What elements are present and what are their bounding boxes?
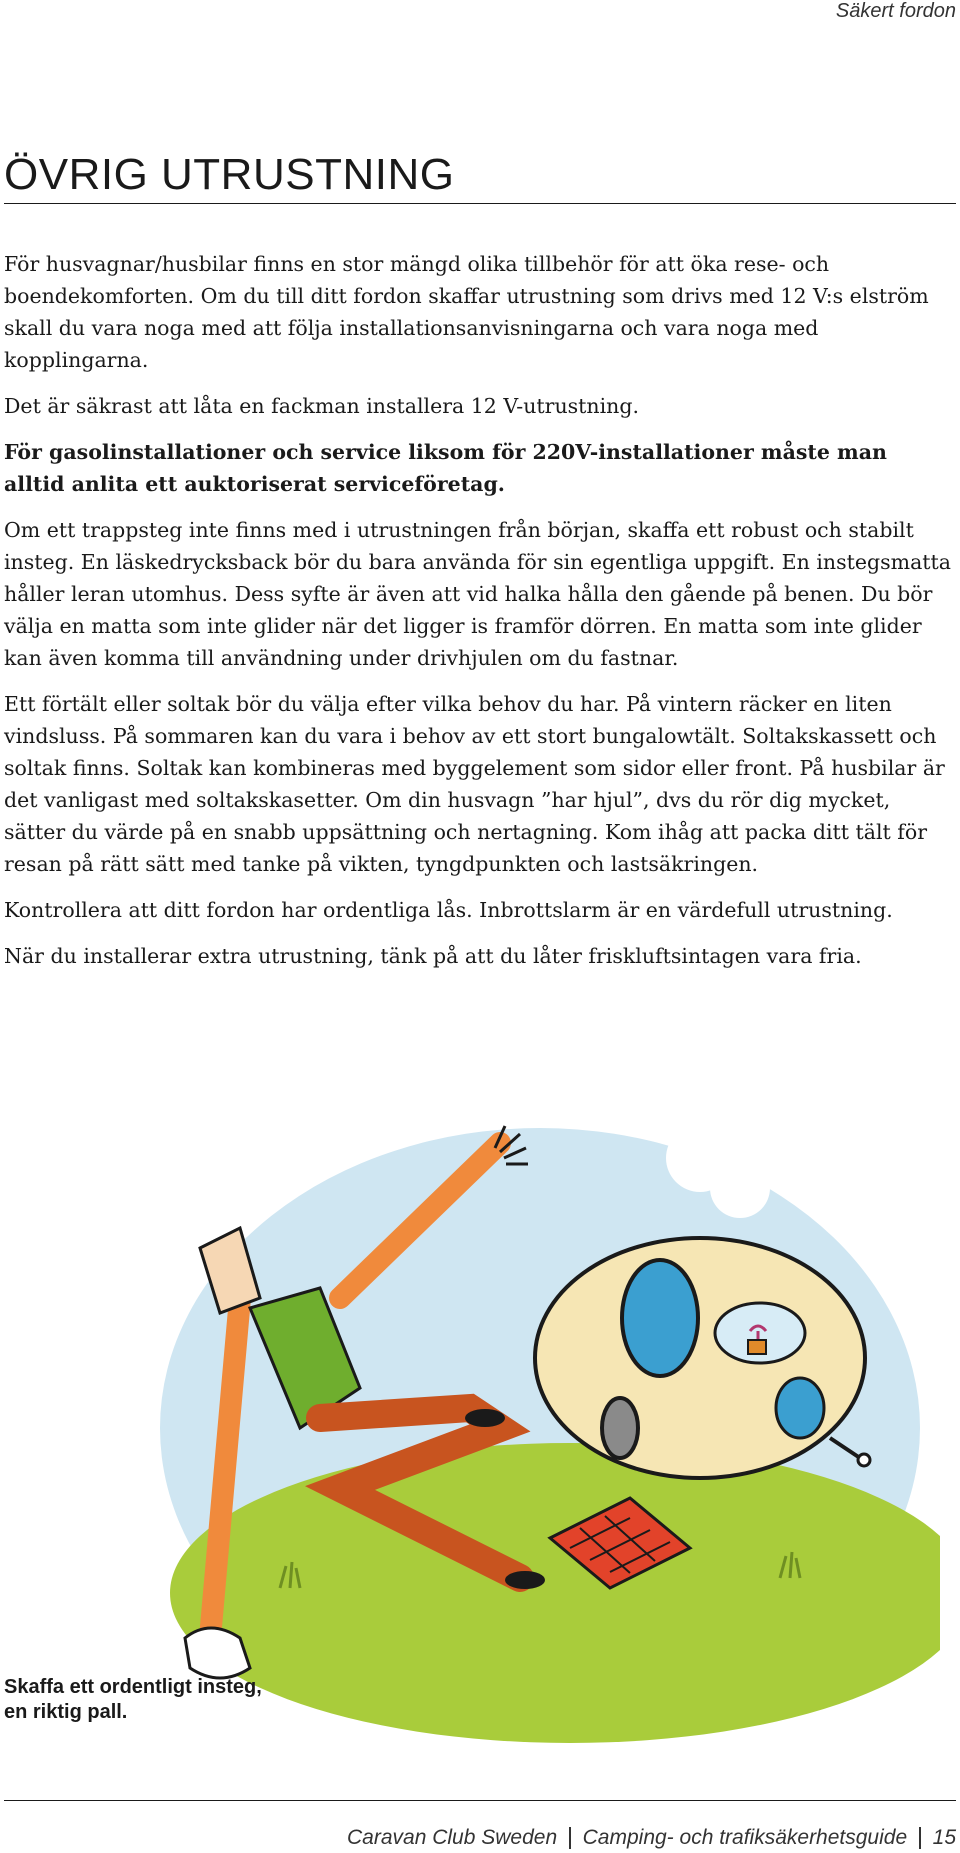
body-text: [4, 248, 954, 986]
footer-guide-title: Camping- och trafiksäkerhetsguide: [582, 1826, 908, 1849]
footer-divider: [4, 1800, 956, 1801]
grass-field: [170, 1443, 940, 1743]
title-divider: [4, 203, 956, 204]
paragraph-gas-warning: För gasolinstallationer och service liksom för 220V-installationer måste man alltid anlita ett auktoriserat serviceföretag.: [4, 440, 887, 496]
paragraph-locks: Kontrollera att ditt fordon har ordentliga lås. Inbrottslarm är en värdefull utrustning.: [4, 898, 893, 922]
paragraph-awning: Ett förtält eller soltak bör du välja efter vilka behov du har. På vintern räcker en liten vindsluss. På sommaren kan du vara i behov av ett stort bungalowtält. Soltakskassett och soltak finns. Soltak kan kombineras med byggelement som sidor eller front. På husbilar är det vanligast med soltakskasetter. Om din husvagn ”har hjul”, dvs du rör dig mycket, sätter du värde på en snabb uppsättning och nertagning. Kom ihåg att packa ditt tält för resan på rätt sätt med tanke på vikten, tyngdpunkten och lastsäkringen.: [4, 692, 945, 876]
paragraph-professional-install: Det är säkrast att låta en fackman installera 12 V-utrustning.: [4, 394, 640, 418]
page-number: 15: [932, 1826, 956, 1849]
footer: [347, 1826, 956, 1850]
caravan-icon: [535, 1238, 870, 1478]
paragraph-intro: För husvagnar/husbilar finns en stor mängd olika tillbehör för att öka rese- och boendekomforten. Om du till ditt fordon skaffar utrustning som drivs med 12 V:s elström skall du vara noga med att följa installationsanvisningarna och vara noga med kopplingarna.: [4, 252, 929, 372]
paragraph-ventilation: När du installerar extra utrustning, tänk på att du låter friskluftsintagen vara fria.: [4, 944, 862, 968]
footer-publisher: Caravan Club Sweden: [347, 1826, 558, 1849]
footer-separator: [569, 1827, 571, 1849]
paragraph-step: Om ett trappsteg inte finns med i utrustningen från början, skaffa ett robust och stabilt insteg. En läskedrycksback bör du bara använda för sin egentliga uppgift. En instegsmatta håller leran utomhus. Dess syfte är även att vid halka hålla den gående på benen. Du bör välja en matta som inte glider när det ligger is framför dörren. En matta som inte glider kan även komma till användning under drivhjulen om du fastnar.: [4, 518, 951, 670]
footer-separator: [919, 1827, 921, 1849]
running-head: Säkert fordon: [835, 0, 956, 22]
page-title: ÖVRIG UTRUSTNING: [4, 150, 455, 199]
illustration-falling-man: [140, 1118, 940, 1758]
illustration-caption: Skaffa ett ordentligt insteg, en riktig pall.: [4, 1676, 262, 1723]
